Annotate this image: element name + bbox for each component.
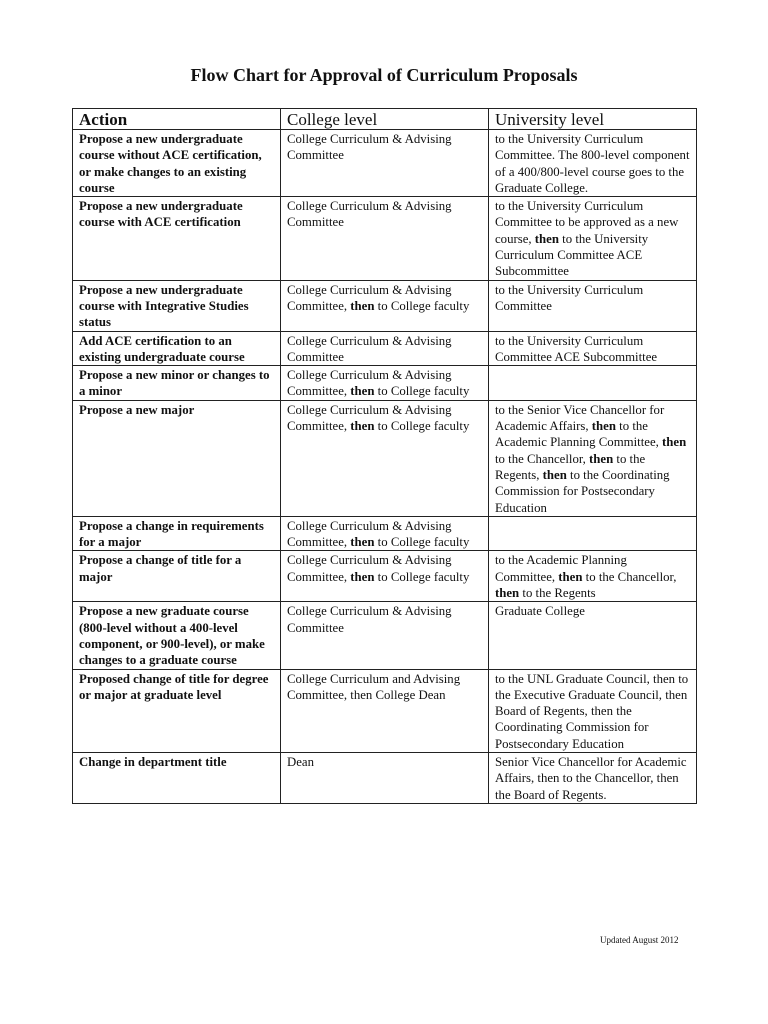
step-connector: then — [350, 569, 375, 584]
step-connector: then — [350, 384, 375, 399]
step-text: Dean — [287, 754, 314, 769]
college-level-cell — [281, 400, 489, 516]
step-text: College Curriculum & Advising Committee, — [287, 368, 452, 399]
step-connector: then — [662, 435, 687, 450]
header-college-level: College level — [281, 109, 489, 130]
step-text: to College faculty — [374, 535, 470, 550]
step-text: College Curriculum & Advising Committee — [287, 199, 452, 230]
step-text: Graduate College — [495, 604, 585, 619]
university-level-cell — [489, 400, 697, 516]
step-connector: then — [591, 419, 616, 434]
table-row — [73, 280, 697, 331]
step-connector: then — [350, 419, 375, 434]
table-row — [73, 551, 697, 602]
university-level-cell — [489, 669, 697, 752]
step-text: College Curriculum & Advising Committee, — [287, 553, 452, 584]
action-cell: Change in department title — [73, 752, 281, 803]
action-cell: Propose a new undergraduate course without ACE certification, or make changes to an existing course — [73, 130, 281, 197]
college-level-cell — [281, 669, 489, 752]
step-text: to College faculty — [374, 384, 470, 399]
table-row — [73, 516, 697, 551]
updated-note: Updated August 2012 — [600, 935, 679, 945]
step-connector: then — [589, 451, 614, 466]
step-text: to the Academic Planning Committee, — [495, 419, 663, 450]
step-text: to the University Curriculum Committee — [495, 282, 644, 313]
step-text: to the Academic Planning Committee, — [495, 553, 627, 584]
step-connector: then — [350, 535, 375, 550]
college-level-cell — [281, 516, 489, 551]
table-row — [73, 602, 697, 669]
university-level-cell — [489, 331, 697, 366]
step-text: to the Regents — [519, 586, 596, 601]
college-level-cell — [281, 331, 489, 366]
table-row — [73, 400, 697, 516]
table-body — [73, 130, 697, 804]
action-cell: Propose a new minor or changes to a minor — [73, 366, 281, 401]
action-cell: Propose a new undergraduate course with ACE certification — [73, 197, 281, 280]
step-text: College Curriculum & Advising Committee, — [287, 402, 452, 434]
header-action: Action — [73, 109, 281, 130]
university-level-cell — [489, 280, 697, 331]
step-connector: then — [558, 569, 583, 584]
step-text: to the Regents, — [495, 451, 646, 482]
university-level-cell — [489, 752, 697, 803]
table-row — [73, 366, 697, 401]
action-cell: Proposed change of title for degree or major at graduate level — [73, 669, 281, 752]
step-text: Senior Vice Chancellor for Academic Affairs, then to the Chancellor, then the Board of Regents. — [495, 754, 687, 802]
university-level-cell — [489, 551, 697, 602]
table-row — [73, 752, 697, 803]
step-text: to College faculty — [374, 298, 470, 313]
college-level-cell — [281, 366, 489, 401]
step-text: to the University Curriculum Committee ACE Subcommittee — [495, 333, 658, 364]
university-level-cell — [489, 516, 697, 551]
step-text: to College faculty — [374, 569, 470, 584]
university-level-cell — [489, 602, 697, 669]
step-text: College Curriculum & Advising Committee — [287, 132, 452, 163]
step-text: to the University Curriculum Committee ACE Subcommittee — [495, 231, 649, 279]
step-text: College Curriculum & Advising Committee, — [287, 518, 452, 550]
step-text: to the Senior Vice Chancellor for Academic Affairs, — [495, 402, 665, 434]
step-text: to the UNL Graduate Council, then to the Executive Graduate Council, then Board of Regents, then the Coordinating Commission for Postsecondary Education — [495, 671, 689, 751]
step-connector: then — [534, 231, 559, 246]
table-row — [73, 331, 697, 366]
action-cell: Propose a new major — [73, 400, 281, 516]
step-text: to the Coordinating Commission for Postsecondary Education — [495, 467, 670, 515]
table-row — [73, 197, 697, 280]
step-text: to the University Curriculum Committee. The 800-level component of a 400/800-level course goes to the Graduate College. — [495, 132, 690, 195]
action-cell: Propose a new graduate course (800-level without a 400-level component, or 900-level), or make changes to a graduate course — [73, 602, 281, 669]
approval-flow-table — [72, 108, 697, 804]
step-text: College Curriculum & Advising Committee, — [287, 282, 452, 313]
step-text: to the Chancellor, — [582, 569, 677, 584]
step-text: to College faculty — [374, 419, 470, 434]
table-header-row — [73, 109, 697, 130]
header-university-level: University level — [489, 109, 697, 130]
college-level-cell — [281, 602, 489, 669]
step-text: to the University Curriculum Committee to be approved as a new course, — [495, 199, 679, 246]
university-level-cell — [489, 197, 697, 280]
step-text: College Curriculum and Advising Committee, then College Dean — [287, 671, 461, 702]
action-cell: Propose a new undergraduate course with Integrative Studies status — [73, 280, 281, 331]
step-connector: then — [495, 586, 520, 601]
college-level-cell — [281, 752, 489, 803]
step-text: College Curriculum & Advising Committee — [287, 604, 452, 635]
college-level-cell — [281, 130, 489, 197]
table-row — [73, 130, 697, 197]
table-row — [73, 669, 697, 752]
university-level-cell — [489, 130, 697, 197]
action-cell: Propose a change of title for a major — [73, 551, 281, 602]
action-cell: Propose a change in requirements for a major — [73, 516, 281, 551]
college-level-cell — [281, 197, 489, 280]
college-level-cell — [281, 280, 489, 331]
college-level-cell — [281, 551, 489, 602]
page-title: Flow Chart for Approval of Curriculum Proposals — [190, 65, 578, 85]
step-text: College Curriculum & Advising Committee — [287, 333, 452, 364]
action-cell: Add ACE certification to an existing undergraduate course — [73, 331, 281, 366]
step-text: to the Chancellor, — [495, 451, 590, 466]
step-connector: then — [350, 298, 375, 313]
step-connector: then — [542, 467, 567, 482]
university-level-cell — [489, 366, 697, 401]
